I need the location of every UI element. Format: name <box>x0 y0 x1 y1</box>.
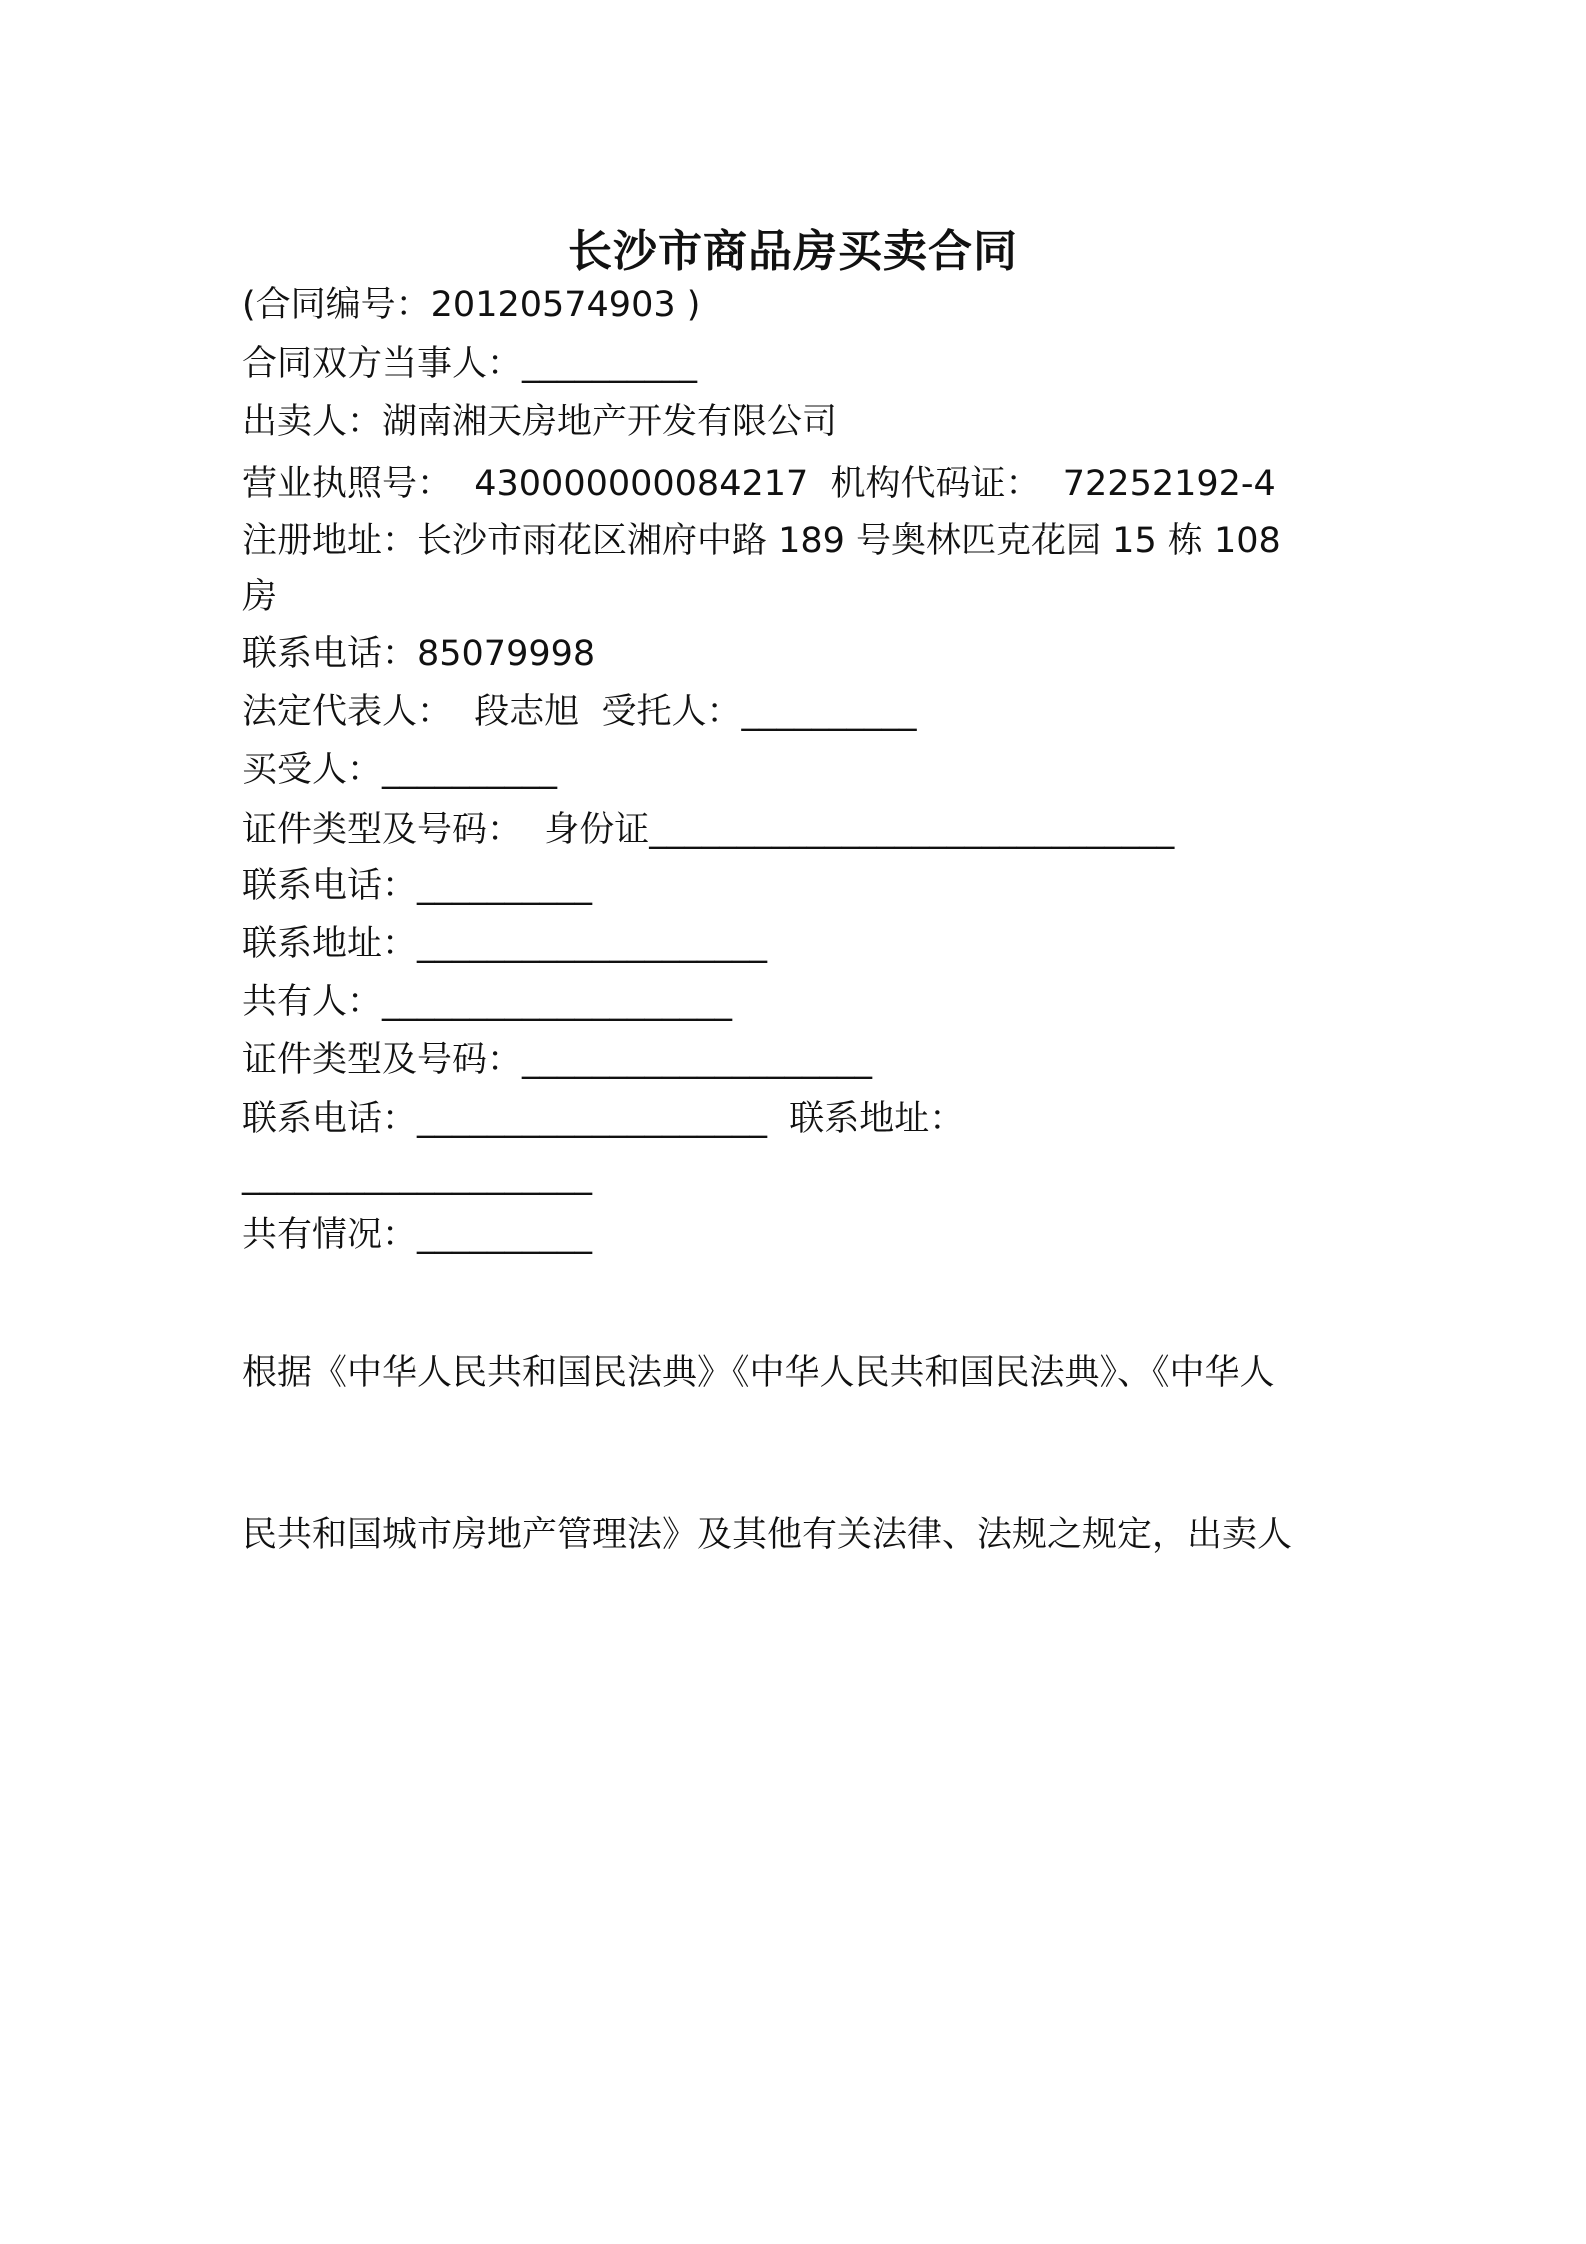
seller-phone-line: 联系电话：85079998 <box>242 634 596 674</box>
legal-basis-paragraph <box>242 1271 1362 1597</box>
seller-line: 出卖人：湖南湘天房地产开发有限公司 <box>242 402 838 442</box>
co-owner-contact-line: 联系电话：____________________ 联系地址： <box>242 1099 965 1139</box>
legal-basis-line-1: 根据《中华人民共和国民法典》《中华人民共和国民法典》、《中华人 <box>242 1353 1275 1393</box>
buyer-phone-line: 联系电话：__________ <box>242 866 593 906</box>
co-owner-address-blank: ____________________ <box>242 1156 592 1196</box>
buyer-address-line: 联系地址：____________________ <box>242 924 768 964</box>
contract-number: (合同编号：20120574903 ) <box>242 285 701 325</box>
license-line: 营业执照号： 430000000084217 机构代码证： 72252192-4 <box>242 464 1276 504</box>
co-ownership-line: 共有情况：__________ <box>242 1215 593 1255</box>
co-owner-id-line: 证件类型及号码：____________________ <box>242 1040 873 1080</box>
legal-basis-line-2: 民共和国城市房地产管理法》及其他有关法律、法规之规定，出卖人 <box>242 1515 1293 1555</box>
buyer-id-line: 证件类型及号码： 身份证______________________________ <box>242 810 1175 850</box>
co-owner-line: 共有人：____________________ <box>242 982 733 1022</box>
registered-address-line-2: 房 <box>242 577 278 617</box>
contract-title: 长沙市商品房买卖合同 <box>568 226 1018 277</box>
parties-line: 合同双方当事人：__________ <box>242 344 698 384</box>
registered-address-line-1: 注册地址：长沙市雨花区湘府中路 189 号奥林匹克花园 15 栋 108 <box>242 521 1281 561</box>
legal-representative-line: 法定代表人： 段志旭 受托人：__________ <box>242 692 917 732</box>
buyer-line: 买受人：__________ <box>242 750 558 790</box>
